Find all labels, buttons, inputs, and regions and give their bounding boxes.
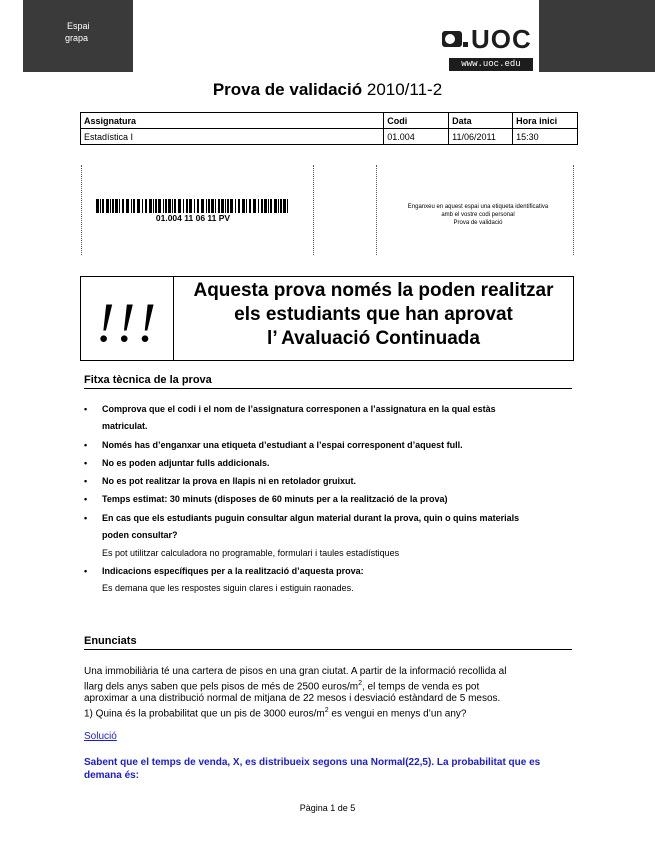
title-period: 2010/11-2 xyxy=(366,80,443,99)
bullet-icon: • xyxy=(84,566,88,576)
list-item-text: Només has d’enganxar una etiqueta d’estudiant a l’espai corresponent d’aquest full. xyxy=(102,440,463,450)
list-item-text: No es pot realitzar la prova en llapis ni en retolador gruixut. xyxy=(102,476,357,486)
barcode-bar xyxy=(112,199,114,213)
sticker-line-2: amb el vostre codi personal xyxy=(441,212,515,218)
barcode-bar xyxy=(270,199,272,213)
list-item-text: matriculat. xyxy=(102,421,148,431)
uoc-logo-text: UOC xyxy=(471,24,532,54)
barcode-bar xyxy=(201,199,204,213)
enunciat-line-1: Una immobiliària té una cartera de pisos en una gran ciutat. A partir de la informació recollida al xyxy=(84,666,507,677)
page-title xyxy=(0,80,655,100)
table-row xyxy=(81,129,578,145)
barcode-bar xyxy=(126,199,129,213)
barcode-bar xyxy=(274,199,277,213)
solucio-link[interactable]: Solució xyxy=(84,731,117,742)
barcode-bar xyxy=(268,199,269,213)
barcode-bar xyxy=(197,199,199,213)
barcode-bar xyxy=(183,199,184,213)
superscript: 2 xyxy=(358,680,362,687)
barcode-bar xyxy=(261,199,263,213)
barcode-bar xyxy=(96,199,99,213)
list-item-text: Indicacions específiques per a la realització d’aquesta prova: xyxy=(102,566,364,576)
warning-box xyxy=(80,276,574,361)
warning-line-2: els estudiants que han aprovat xyxy=(234,304,513,325)
barcode-bar xyxy=(122,199,124,213)
barcode-bar xyxy=(174,199,176,213)
espai-grapa-label-1: Espai xyxy=(67,21,90,31)
header-cell: Data xyxy=(449,113,513,129)
barcode-bar xyxy=(137,199,140,213)
table-cell: 01.004 xyxy=(384,129,449,145)
espai-grapa-label-2: grapa xyxy=(65,33,89,43)
bullet-icon: • xyxy=(84,476,88,486)
uoc-logo-url: www.uoc.edu xyxy=(449,58,533,71)
dotted-line xyxy=(313,165,315,255)
enunciat-line-2b: , el temps de venda es pot xyxy=(361,681,480,693)
warning-line-3: l’ Avaluació Continuada xyxy=(267,328,480,349)
question-1b: es vengui en menys d’un any? xyxy=(328,708,467,720)
barcode-bar xyxy=(189,199,192,213)
barcode-bar xyxy=(225,199,226,213)
barcode-bar xyxy=(102,199,104,213)
sticker-line-3: Prova de validació xyxy=(453,220,503,226)
barcode-bar xyxy=(158,199,161,213)
barcode-bar xyxy=(194,199,195,213)
barcode-bar xyxy=(149,199,152,213)
barcode-bar xyxy=(264,199,267,213)
enunciat-line-2a: llarg dels anys saben que pels pisos de més de 2500 euros/m xyxy=(84,681,359,693)
barcode-bar xyxy=(242,199,245,213)
barcode-bar xyxy=(227,199,229,213)
barcode-image xyxy=(96,199,290,213)
barcode-number: 01.004 11 06 11 PV xyxy=(155,213,231,223)
list-item-text: poden consultar? xyxy=(102,530,178,540)
barcode-bar xyxy=(165,199,167,213)
barcode-bar xyxy=(131,199,132,213)
barcode-bar xyxy=(115,199,118,213)
barcode-bar xyxy=(178,199,181,213)
enunciat-line-3: aproximar a una distribució normal de mitjana de 22 mesos i desviació estàndard de 5 mesos. xyxy=(84,693,501,705)
solucio-line-2: demana és: xyxy=(84,770,140,781)
list-item-text: En cas que els estudiants puguin consultar algun material durant la prova, quin o quins materials xyxy=(102,513,520,523)
header-cell: Codi xyxy=(384,113,449,129)
barcode-bar xyxy=(235,199,236,213)
barcode-bar xyxy=(133,199,135,213)
logo-dark-block xyxy=(539,0,655,72)
barcode-bar xyxy=(163,199,164,213)
barcode-bar xyxy=(278,199,279,213)
solucio-line-1: Sabent que el temps de venda, X, es distribueix segons una Normal(22,5). La probabilitat que es xyxy=(84,757,541,768)
list-item-text: No es poden adjuntar fulls addicionals. xyxy=(102,458,270,468)
barcode-bar xyxy=(287,199,288,213)
barcode-bar xyxy=(106,199,109,213)
barcode-bar xyxy=(110,199,111,213)
barcode-bar xyxy=(153,199,154,213)
question-1a: 1) Quina és la probabilitat que un pis de 3000 euros/m xyxy=(84,708,325,720)
list-item-text: Es demana que les respostes siguin clares i estiguin raonades. xyxy=(102,583,354,593)
bullet-icon: • xyxy=(84,404,88,414)
barcode-bar xyxy=(280,199,282,213)
enunciats-heading: Enunciats xyxy=(84,635,572,650)
barcode-bar xyxy=(238,199,240,213)
sticker-line-1: Enganxeu en aquest espai una etiqueta identificativa xyxy=(407,204,549,210)
header-cell: Hora inici xyxy=(513,113,578,129)
list-item-text: Comprova que el codi i el nom de l’assignatura corresponen a l’assignatura en la qual estàs xyxy=(102,404,496,414)
uoc-logo-icon xyxy=(442,28,468,50)
enunciat-paragraph xyxy=(84,666,572,721)
table-cell: 15:30 xyxy=(513,129,578,145)
barcode-bar xyxy=(100,199,101,213)
table-header-row xyxy=(81,113,578,129)
title-bold: Prova de validació xyxy=(212,80,363,99)
barcode-bar xyxy=(145,199,147,213)
enunciat-line-2 xyxy=(84,678,572,693)
barcode-bar xyxy=(211,199,214,213)
barcode-bar xyxy=(253,199,256,213)
superscript: 2 xyxy=(324,707,329,715)
list-item-text: Temps estimat: 30 minuts (disposes de 60 minuts per a la realització de la prova) xyxy=(102,494,448,504)
barcode-bar xyxy=(186,199,188,213)
barcode-bar xyxy=(246,199,247,213)
fitxa-heading: Fitxa tècnica de la prova xyxy=(84,374,572,389)
list-item-text: Es pot utilitzar calculadora no programable, formulari i taules estadístiques xyxy=(102,548,400,558)
exclamation-icon: !!! xyxy=(96,292,158,354)
barcode-bar xyxy=(258,199,259,213)
dotted-line xyxy=(376,165,378,255)
dotted-line xyxy=(81,165,83,255)
barcode-bar xyxy=(142,199,143,213)
barcode-bar xyxy=(155,199,157,213)
solucio-text xyxy=(84,756,572,782)
barcode-bar xyxy=(218,199,220,213)
page-footer: Pàgina 1 de 5 xyxy=(299,803,356,813)
bullet-icon: • xyxy=(84,494,88,504)
barcode-bar xyxy=(208,199,210,213)
subject-info-table xyxy=(80,112,578,145)
barcode-bar xyxy=(172,199,173,213)
barcode-bar xyxy=(230,199,233,213)
espai-grapa-box xyxy=(23,0,133,72)
question-1 xyxy=(84,705,572,720)
bullet-icon: • xyxy=(84,458,88,468)
barcode-bar xyxy=(215,199,216,213)
barcode-bar xyxy=(249,199,251,213)
barcode-bar xyxy=(119,199,120,213)
table-cell: 11/06/2011 xyxy=(449,129,513,145)
barcode-bar xyxy=(221,199,224,213)
barcode-bar xyxy=(283,199,286,213)
header-cell: Assignatura xyxy=(81,113,384,129)
warning-text xyxy=(174,279,573,351)
bullet-icon: • xyxy=(84,513,88,523)
warning-line-1: Aquesta prova només la poden realitzar xyxy=(193,280,554,301)
barcode-bar xyxy=(168,199,171,213)
sticker-instructions xyxy=(380,203,576,227)
bullet-icon: • xyxy=(84,440,88,450)
barcode-bar xyxy=(206,199,207,213)
table-cell: Estadística I xyxy=(81,129,384,145)
